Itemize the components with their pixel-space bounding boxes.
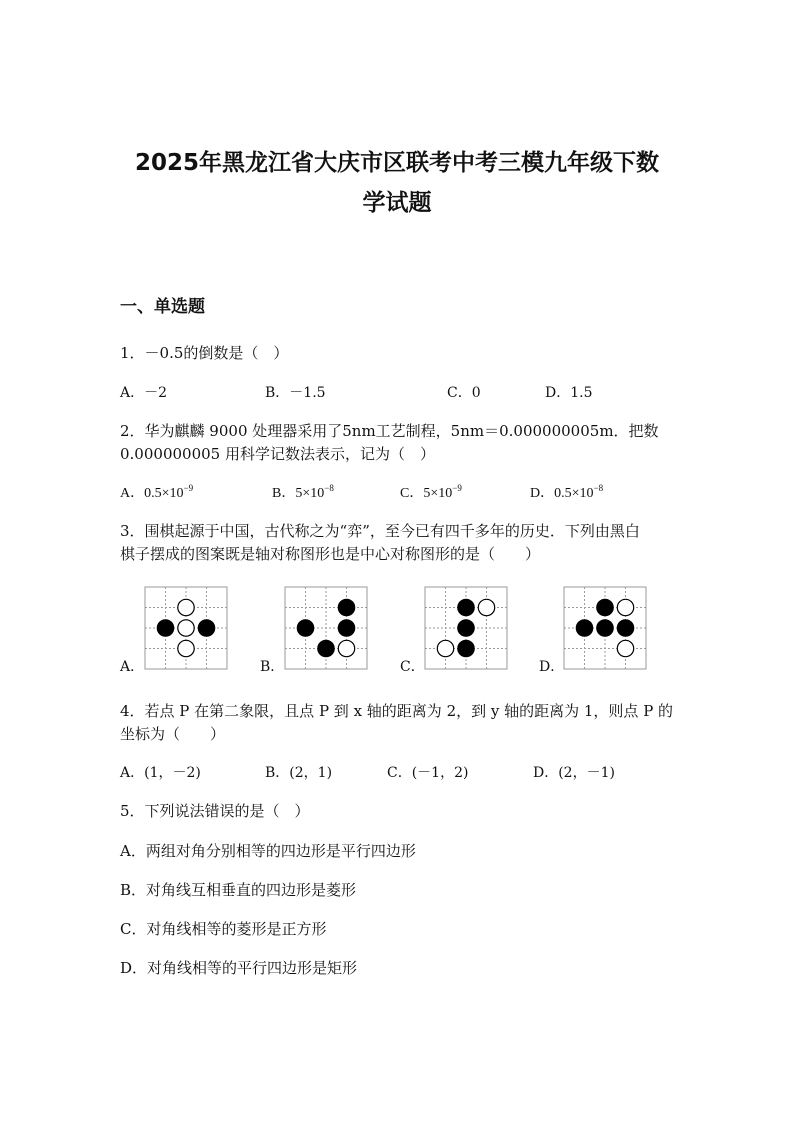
- q1-option-c: C．0: [447, 385, 481, 401]
- q5-option-c: C．对角线相等的菱形是正方形: [120, 920, 327, 938]
- black-stone: [297, 620, 313, 636]
- q1-stem: 1．－0.5的倒数是（ ）: [120, 344, 289, 362]
- black-stone: [597, 599, 613, 615]
- q3-option-b-label: B．: [260, 659, 285, 675]
- q1-option-d: D．1.5: [545, 385, 593, 401]
- q4-option-c: C．(－1，2): [387, 765, 469, 781]
- q3-option-d-label: D．: [539, 659, 565, 675]
- q1-option-a: A．－2: [120, 385, 168, 401]
- white-stone: [617, 599, 633, 615]
- go-board-b: [284, 586, 368, 670]
- black-stone: [318, 640, 334, 656]
- black-stone: [458, 620, 474, 636]
- white-stone: [617, 640, 633, 656]
- q3-stem-line1: 3．围棋起源于中国，古代称之为“弈”，至今已有四千多年的历史．下列由黑白: [120, 522, 640, 540]
- white-stone: [178, 640, 194, 656]
- white-stone: [178, 599, 194, 615]
- black-stone: [617, 620, 633, 636]
- q3-option-a-label: A．: [120, 659, 145, 675]
- q5-stem: 5．下列说法错误的是（ ）: [120, 802, 310, 820]
- section-heading: 一、单选题: [120, 297, 205, 317]
- black-stone: [338, 620, 354, 636]
- q4-stem-line2: 坐标为（ ）: [120, 725, 226, 743]
- q4-option-d: D．(2，－1): [533, 765, 615, 781]
- black-stone: [597, 620, 613, 636]
- q4-stem-line1: 4．若点 P 在第二象限，且点 P 到 x 轴的距离为 2，到 y 轴的距离为 1，则点 P 的: [120, 702, 674, 720]
- q4-option-a: A．(1，－2): [120, 765, 201, 781]
- black-stone: [458, 599, 474, 615]
- go-board-d: [563, 586, 647, 670]
- doc-title-line2: 学试题: [362, 190, 432, 216]
- q1-option-b: B．－1.5: [265, 385, 326, 401]
- black-stone: [157, 620, 173, 636]
- q5-option-a: A．两组对角分别相等的四边形是平行四边形: [120, 842, 416, 860]
- go-board-a: [144, 586, 228, 670]
- q2-stem-line2: 0.000000005 用科学记数法表示，记为（ ）: [120, 445, 435, 463]
- white-stone: [437, 640, 453, 656]
- q2-stem-line1: 2．华为麒麟 9000 处理器采用了5nm工艺制程，5nm＝0.000000005m．把数: [120, 422, 659, 440]
- q5-option-d: D．对角线相等的平行四边形是矩形: [120, 959, 358, 977]
- white-stone: [178, 620, 194, 636]
- q2-option-d: D．$0.5\times 10^{-8}$: [530, 483, 604, 501]
- q2-option-c: C．$5\times 10^{-9}$: [400, 483, 462, 501]
- white-stone: [338, 640, 354, 656]
- black-stone: [576, 620, 592, 636]
- doc-title-line1: 2025年黑龙江省大庆市区联考中考三模九年级下数: [134, 150, 659, 176]
- go-board-c: [424, 586, 508, 670]
- q3-option-c-label: C．: [400, 659, 425, 675]
- black-stone: [458, 640, 474, 656]
- q5-option-b: B．对角线互相垂直的四边形是菱形: [120, 881, 357, 899]
- white-stone: [478, 599, 494, 615]
- black-stone: [198, 620, 214, 636]
- q2-option-b: B．$5\times 10^{-8}$: [272, 483, 334, 501]
- q4-option-b: B．(2，1): [265, 765, 333, 781]
- q2-option-a: A．$0.5\times 10^{-9}$: [120, 483, 194, 501]
- q3-stem-line2: 棋子摆成的图案既是轴对称图形也是中心对称图形的是（ ）: [120, 545, 541, 563]
- black-stone: [338, 599, 354, 615]
